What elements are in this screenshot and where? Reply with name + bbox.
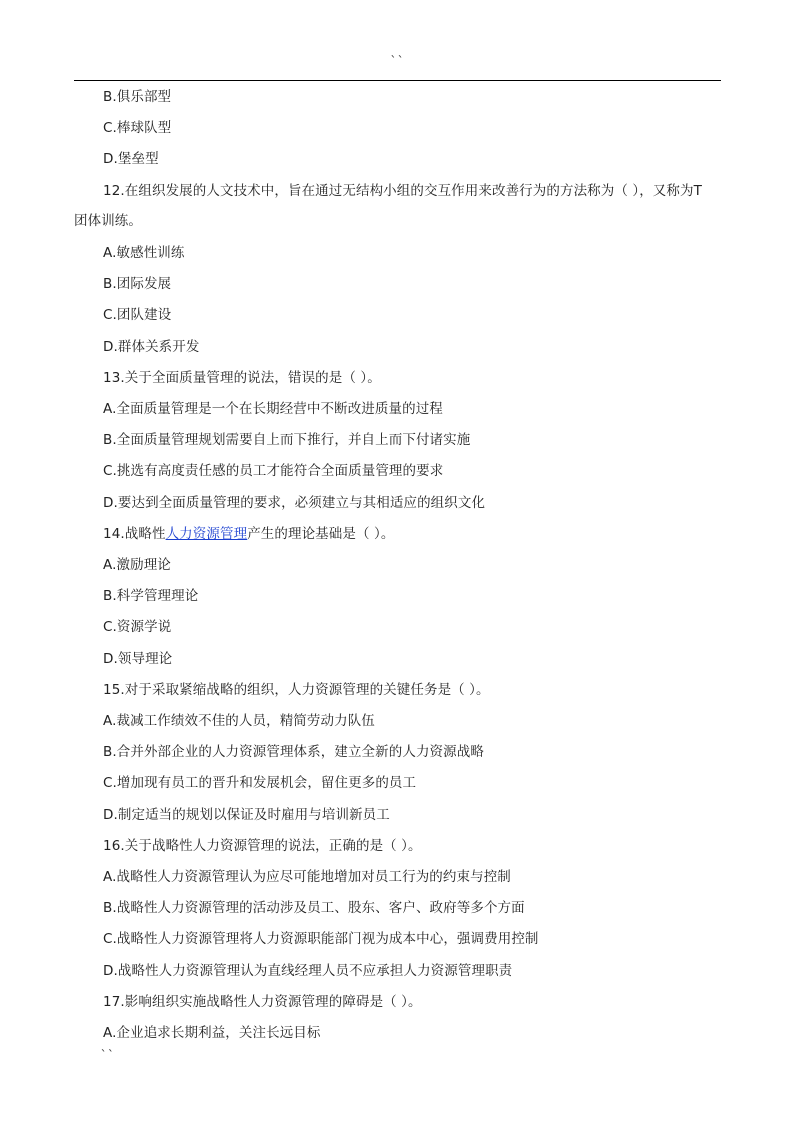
question-14-suffix: 产生的理论基础是（ ）。 bbox=[247, 526, 395, 542]
option-c-q12: C.团队建设 bbox=[103, 307, 172, 323]
question-14 bbox=[103, 524, 394, 544]
header-mark: `` bbox=[389, 54, 405, 68]
option-a-q17: A.企业追求长期利益，关注长远目标 bbox=[103, 1025, 321, 1041]
option-b-q16: B.战略性人力资源管理的活动涉及员工、股东、客户、政府等多个方面 bbox=[103, 900, 525, 916]
option-b-q15: B.合并外部企业的人力资源管理体系，建立全新的人力资源战略 bbox=[103, 744, 484, 760]
option-a-q15: A.裁减工作绩效不佳的人员，精简劳动力队伍 bbox=[103, 713, 375, 729]
option-d-q15: D.制定适当的规划以保证及时雇用与培训新员工 bbox=[103, 807, 390, 823]
question-17: 17.影响组织实施战略性人力资源管理的障碍是（ ）。 bbox=[103, 994, 422, 1010]
option-d-q14: D.领导理论 bbox=[103, 651, 173, 667]
option-c-q11: C.棒球队型 bbox=[103, 120, 172, 136]
option-a-q16: A.战略性人力资源管理认为应尽可能地增加对员工行为的约束与控制 bbox=[103, 869, 511, 885]
option-c-q16: C.战略性人力资源管理将人力资源职能部门视为成本中心，强调费用控制 bbox=[103, 931, 539, 947]
question-14-prefix: 14.战略性 bbox=[103, 526, 166, 542]
question-15: 15.对于采取紧缩战略的组织，人力资源管理的关键任务是（ ）。 bbox=[103, 682, 490, 698]
option-d-q13: D.要达到全面质量管理的要求，必须建立与其相适应的组织文化 bbox=[103, 495, 486, 511]
question-12-continuation: 团体训练。 bbox=[74, 213, 142, 229]
option-c-q14: C.资源学说 bbox=[103, 619, 172, 635]
option-a-q13: A.全面质量管理是一个在长期经营中不断改进质量的过程 bbox=[103, 401, 443, 417]
option-b-q13: B.全面质量管理规划需要自上而下推行，并自上而下付诸实施 bbox=[103, 432, 471, 448]
header-rule bbox=[74, 80, 721, 81]
option-b-q11: B.俱乐部型 bbox=[103, 89, 172, 105]
option-a-q12: A.敏感性训练 bbox=[103, 245, 185, 261]
question-16: 16.关于战略性人力资源管理的说法，正确的是（ ）。 bbox=[103, 838, 422, 854]
option-b-q12: B.团际发展 bbox=[103, 276, 172, 292]
option-c-q15: C.增加现有员工的晋升和发展机会，留住更多的员工 bbox=[103, 775, 417, 791]
option-a-q14: A.激励理论 bbox=[103, 557, 171, 573]
option-d-q12: D.群体关系开发 bbox=[103, 339, 200, 355]
hr-management-link[interactable]: 人力资源管理 bbox=[165, 526, 248, 542]
question-13: 13.关于全面质量管理的说法，错误的是（ ）。 bbox=[103, 370, 381, 386]
option-d-q11: D.堡垒型 bbox=[103, 151, 159, 167]
option-b-q14: B.科学管理理论 bbox=[103, 588, 199, 604]
question-12: 12.在组织发展的人文技术中，旨在通过无结构小组的交互作用来改善行为的方法称为（ ），又称为T bbox=[103, 183, 702, 199]
footer-mark: `` bbox=[100, 1048, 115, 1062]
option-d-q16: D.战略性人力资源管理认为直线经理人员不应承担人力资源管理职责 bbox=[103, 963, 513, 979]
option-c-q13: C.挑选有高度责任感的员工才能符合全面质量管理的要求 bbox=[103, 463, 444, 479]
